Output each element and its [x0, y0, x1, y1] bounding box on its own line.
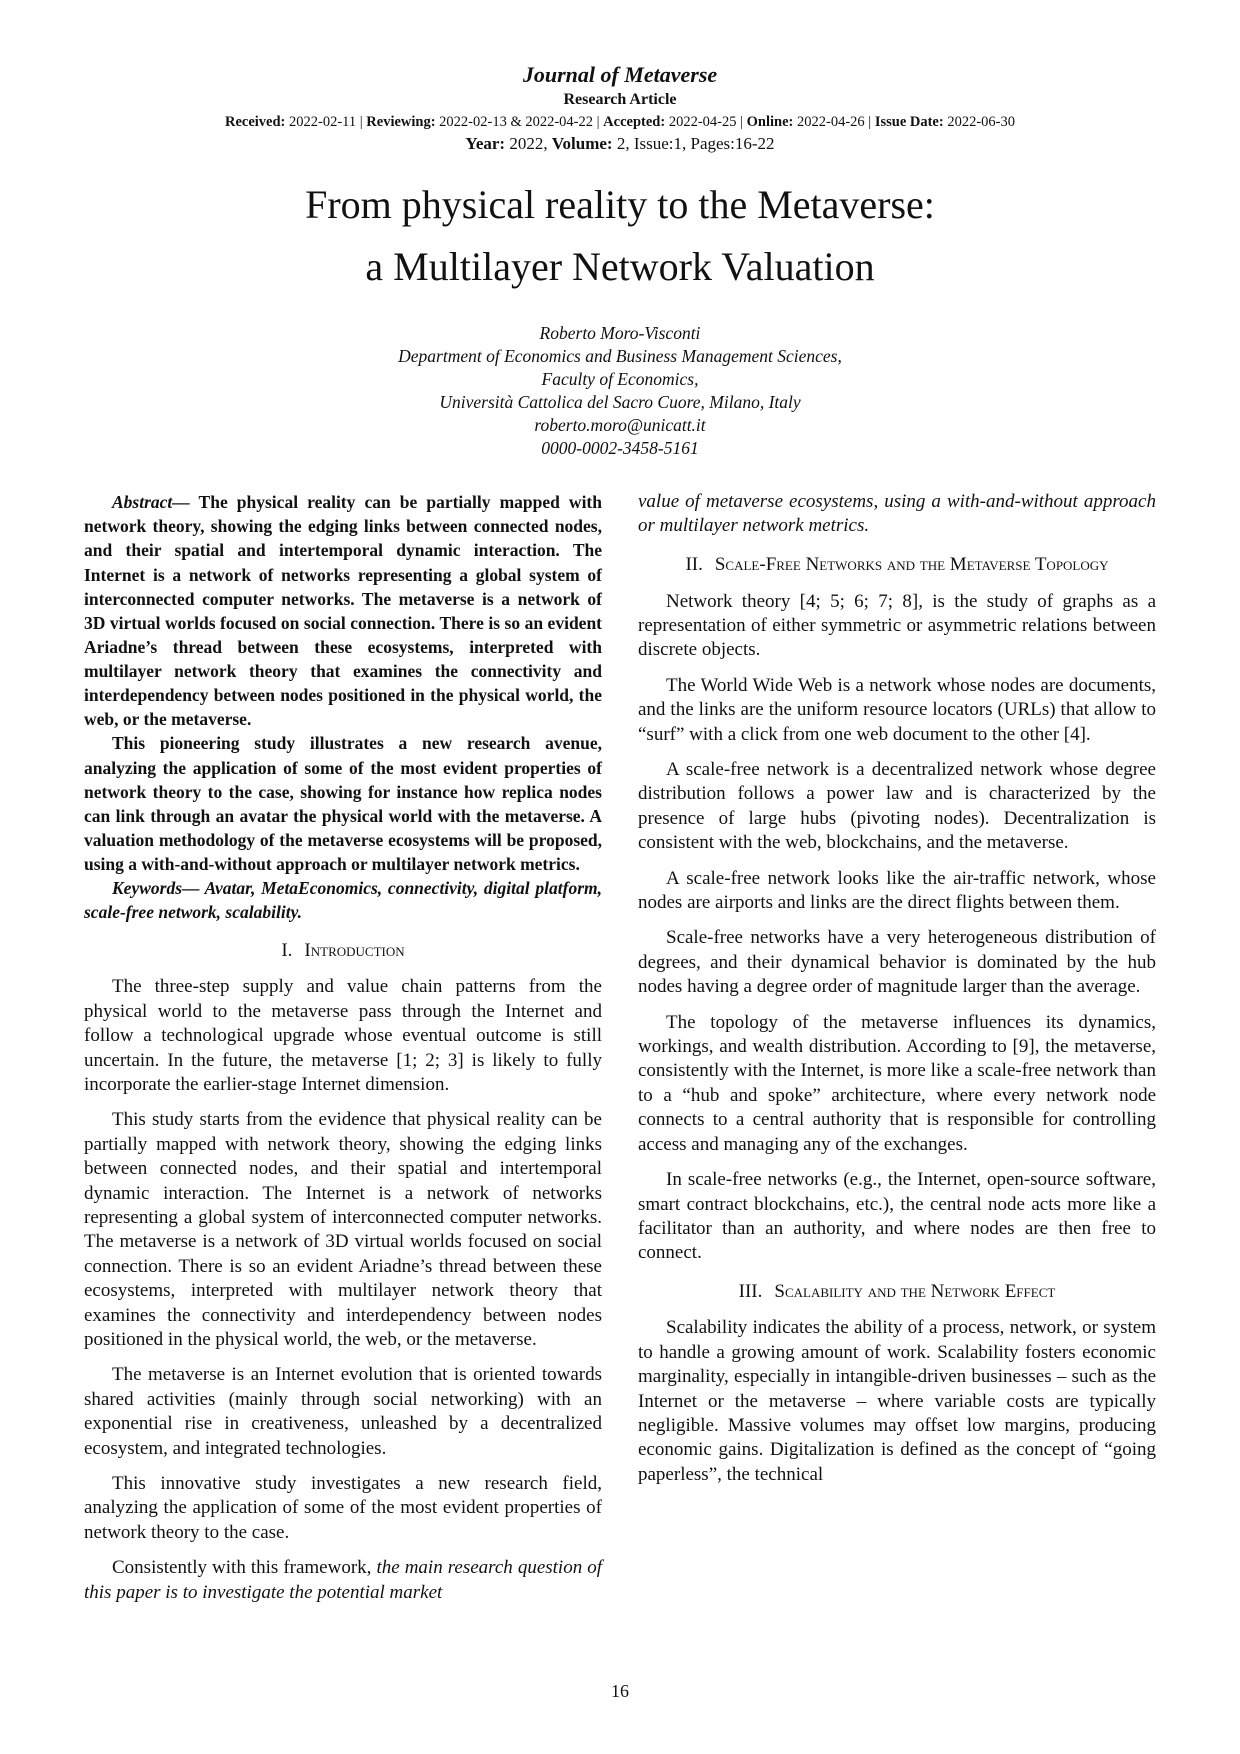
meta-value-online: 2022-04-26 — [793, 113, 865, 130]
abstract — [84, 490, 602, 925]
two-column-body — [84, 490, 1156, 1616]
author-department: Department of Economics and Business Management Sciences, — [398, 345, 842, 366]
body-paragraph: The three-step supply and value chain patterns from the physical world to the metaverse pass through the Internet and follow a technological upgrade whose eventual outcome is still uncertain. In the future, the metaverse [1; 2; 3] is likely to fully incorporate the earlier-stage Internet dimension. — [84, 976, 602, 1095]
body-paragraph: Scalability indicates the ability of a process, network, or system to handle a growing amount of work. Scalability fosters economic marginality, especially in intangible-driven businesses – such as the Internet or the metaverse – where variable costs are typically negligible. Massive volumes may offset low margins, producing economic gains. Digitalization is defined as the concept of “going paperless”, the technical — [638, 1317, 1156, 1485]
section-heading-scale-free-networks — [638, 553, 1156, 578]
year-label: Year: — [465, 134, 506, 154]
section-title: Introduction — [304, 939, 405, 961]
submission-metadata — [84, 113, 1156, 132]
abstract-text-1: The physical reality can be partially mapped with network theory, showing the edging links between connected nodes, and their spatial and intertemporal dynamic interaction. The Internet is a network of networks representing a global system of interconnected computer networks. The metaverse is a network of 3D virtual worlds focused on social connection. There is so an evident Ariadne’s thread between these ecosystems, interpreted with multilayer network theory that examines the connectivity and interdependency between nodes positioned in the physical world, the web, or the metaverse. — [84, 492, 602, 730]
section-heading-scalability — [638, 1280, 1156, 1305]
body-paragraph: The metaverse is an Internet evolution that is oriented towards shared activities (mainly through social networking) with an exponential rise in creativeness, unleashed by a decentralized ecosystem, and integrated technologies. — [84, 1364, 602, 1459]
body-paragraph-continuation: value of metaverse ecosystems, using a with-and-without approach or multilayer network metrics. — [638, 491, 1156, 537]
author-name: Roberto Moro-Visconti — [539, 322, 701, 343]
meta-label-reviewing: Reviewing: — [366, 113, 436, 130]
paper-title — [84, 174, 1156, 298]
meta-separator: | — [736, 113, 747, 130]
section-number: I. — [281, 939, 293, 961]
page-footer — [0, 1681, 1240, 1702]
body-text-roman: Consistently with this framework, — [112, 1557, 377, 1579]
meta-value-accepted: 2022-04-25 — [665, 113, 737, 130]
paper-header — [84, 62, 1156, 156]
body-paragraph: In scale-free networks (e.g., the Internet, open-source software, smart contract blockchains, etc.), the central node acts more like a facilitator than an authority, and where nodes are then free to connect. — [638, 1169, 1156, 1264]
meta-value-received: 2022-02-11 — [285, 113, 357, 130]
body-paragraph: This innovative study investigates a new research field, analyzing the application of some of the most evident properties of network theory to the case. — [84, 1473, 602, 1543]
section-title: Scalability and the Network Effect — [774, 1280, 1056, 1302]
author-faculty: Faculty of Economics, — [541, 368, 699, 389]
abstract-paragraph-2: This pioneering study illustrates a new research avenue, analyzing the application of some of the most evident properties of network theory to the case, showing for instance how replica nodes can link through an avatar the physical world with the metaverse. A valuation methodology of the metaverse ecosystems will be proposed, using a with-and-without approach or multilayer network metrics. — [84, 733, 602, 875]
meta-label-accepted: Accepted: — [603, 113, 666, 130]
right-column — [638, 490, 1156, 1616]
keywords-text: Avatar, MetaEconomics, connectivity, digital platform, scale-free network, scalability. — [84, 878, 602, 923]
meta-label-issue-date: Issue Date: — [874, 113, 944, 130]
volume-issue-pages-value: 2, Issue:1, Pages:16-22 — [612, 134, 775, 154]
meta-separator: | — [864, 113, 875, 130]
volume-label: Volume: — [551, 134, 613, 154]
abstract-lead: Abstract— — [112, 492, 190, 513]
body-paragraph: A scale-free network looks like the air-traffic network, whose nodes are airports and links are the direct flights between them. — [638, 867, 1156, 914]
meta-label-received: Received: — [224, 113, 286, 130]
section-number: II. — [685, 553, 703, 575]
body-paragraph: Network theory [4; 5; 6; 7; 8], is the study of graphs as a representation of either symmetric or asymmetric relations between discrete objects. — [638, 590, 1156, 661]
meta-value-issue-date: 2022-06-30 — [943, 113, 1015, 130]
abstract-paragraph-1 — [84, 490, 602, 731]
journal-title: Journal of Metaverse — [522, 62, 718, 87]
body-paragraph: A scale-free network is a decentralized network whose degree distribution follows a power law and is characterized by the presence of large hubs (pivoting nodes). Decentralization is consistent with the web, blockchains, and the metaverse. — [638, 759, 1156, 854]
keywords-paragraph — [84, 876, 602, 924]
meta-label-online: Online: — [746, 113, 794, 130]
body-paragraph: The topology of the metaverse influences its dynamics, workings, and wealth distribution. According to [9], the metaverse, consistently with the Internet, is more like a scale-free network than to a “hub and spoke” architecture, where every network node connects to a central authority that is responsible for controlling access and managing any of the exchanges. — [638, 1011, 1156, 1155]
section-title: Scale-Free Networks and the Metaverse Topology — [714, 553, 1109, 575]
article-type: Research Article — [563, 91, 677, 109]
paper-title-line1: From physical reality to the Metaverse: — [305, 181, 935, 227]
page-number: 16 — [611, 1681, 629, 1701]
author-block — [84, 322, 1156, 461]
body-paragraph: The World Wide Web is a network whose nodes are documents, and the links are the uniform resource locators (URLs) that allow to “surf” with a click from one web document to the other [4]. — [638, 674, 1156, 745]
author-university: Università Cattolica del Sacro Cuore, Milano, Italy — [439, 391, 801, 412]
body-text-italic: the main research question of this paper is to investigate the potential market — [84, 1557, 603, 1603]
author-orcid: 0000-0002-3458-5161 — [541, 437, 699, 458]
meta-value-reviewing: 2022-02-13 & 2022-04-22 — [435, 113, 594, 130]
paper-title-line2: a Multilayer Network Valuation — [365, 243, 875, 289]
left-column — [84, 490, 602, 1616]
issue-info — [84, 133, 1156, 155]
body-paragraph: Scale-free networks have a very heterogeneous distribution of degrees, and their dynamical behavior is dominated by the hub nodes having a degree order of magnitude larger than the average. — [638, 927, 1156, 998]
meta-separator: | — [593, 113, 604, 130]
section-number: III. — [738, 1280, 763, 1302]
author-email: roberto.moro@unicatt.it — [534, 414, 706, 435]
body-paragraph: This study starts from the evidence that physical reality can be partially mapped with network theory, showing the edging links between connected nodes, and their spatial and intertemporal dynamic interaction. The Internet is a network of networks representing a global system of interconnected computer networks. The metaverse is a network of 3D virtual worlds focused on social connection. There is so an evident Ariadne’s thread between these ecosystems, interpreted with multilayer network theory that examines the connectivity and interdependency between nodes positioned in the physical world, the web, or the metaverse. — [84, 1109, 602, 1350]
section-heading-introduction — [84, 939, 602, 964]
keywords-lead: Keywords— — [112, 878, 200, 899]
body-paragraph — [84, 1556, 602, 1605]
year-value: 2022, — [505, 134, 552, 154]
meta-separator: | — [356, 113, 367, 130]
